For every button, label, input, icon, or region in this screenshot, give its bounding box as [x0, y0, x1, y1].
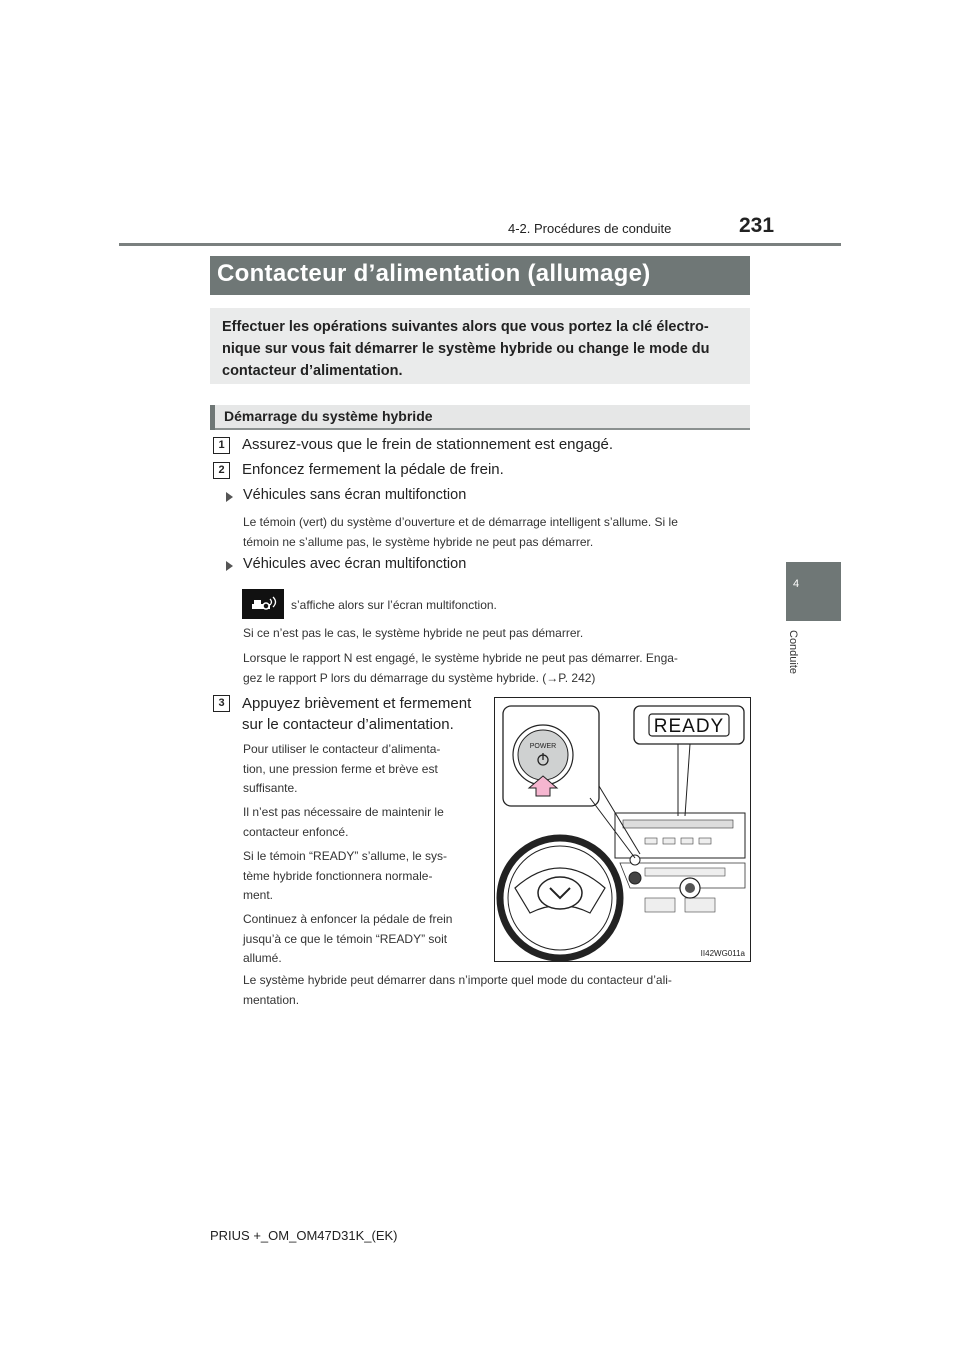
bullet-1-title: Véhicules sans écran multifonction	[243, 487, 467, 503]
bullet-triangle-icon	[226, 561, 233, 571]
intro-line: contacteur d’alimentation.	[222, 363, 403, 379]
text-line: sur le contacteur d’alimentation.	[242, 716, 454, 733]
subsection-accent	[210, 405, 215, 430]
chapter-tab	[786, 562, 841, 621]
text-line: Le système hybride peut démarrer dans n’importe quel mode du contacteur d’ali-	[243, 973, 672, 987]
text-line: Il n’est pas nécessaire de maintenir le	[243, 805, 444, 819]
text-line: Continuez à enfoncer la pédale de frein	[243, 912, 453, 926]
text-line: Le témoin (vert) du système d’ouverture et de démarrage intelligent s’allume. Si le	[243, 515, 678, 529]
subsection-title: Démarrage du système hybride	[224, 408, 433, 424]
page-number: 231	[739, 214, 775, 237]
text-line: tion, une pression ferme et brève est	[243, 761, 438, 776]
text-line: allumé.	[243, 951, 282, 965]
text-line: tème hybride fonctionnera normale-	[243, 868, 433, 883]
text-line: gez le rapport P lors du démarrage du système hybride. (→P. 242)	[243, 671, 596, 685]
chapter-label: Conduite	[787, 630, 799, 675]
step-2-text: Enfoncez fermement la pédale de frein.	[242, 461, 504, 478]
intro-line: nique sur vous fait démarrer le système hybride ou change le mode du	[222, 341, 710, 357]
ready-indicator-icon	[242, 589, 284, 619]
page-title: Contacteur d’alimentation (allumage)	[217, 260, 651, 287]
final-paragraph	[243, 970, 748, 1010]
header-divider	[119, 243, 841, 246]
illustration-code: II42WG011a	[700, 949, 745, 958]
step-1-text: Assurez-vous que le frein de stationnement est engagé.	[242, 436, 614, 453]
bullet-2-text-2	[243, 648, 748, 688]
text-line: témoin ne s’allume pas, le système hybride ne peut pas démarrer.	[243, 535, 594, 549]
dashboard-illustration	[494, 697, 751, 962]
intro-text	[222, 316, 742, 382]
text-line: Lorsque le rapport N est engagé, le système hybride ne peut pas démarrer. Enga-	[243, 651, 678, 665]
dashboard-drawing	[495, 698, 750, 961]
text-line: mentation.	[243, 993, 300, 1007]
bullet-1-text	[243, 512, 748, 552]
ready-label: READY	[653, 716, 725, 737]
text-line: jusqu’à ce que le témoin “READY” soit	[243, 931, 448, 946]
step-3-paragraph-2	[243, 803, 480, 842]
bullet-2-text-1: Si ce n’est pas le cas, le système hybride ne peut pas démarrer.	[243, 626, 584, 640]
step-number-3: 3	[213, 695, 230, 712]
step-number-2: 2	[213, 462, 230, 479]
text-line: Si le témoin “READY” s’allume, le sys-	[243, 849, 448, 863]
icon-caption: s’affiche alors sur l’écran multifonction.	[291, 598, 497, 612]
header-section: 4-2. Procédures de conduite	[508, 221, 672, 236]
text-line: suffisante.	[243, 781, 298, 795]
bullet-2-title: Véhicules avec écran multifonction	[243, 556, 467, 572]
step-3-paragraph-3	[243, 847, 480, 906]
bullet-triangle-icon	[226, 492, 233, 502]
text-line: Pour utiliser le contacteur d’alimenta-	[243, 742, 441, 756]
chapter-number: 4	[792, 578, 800, 590]
text-line: contacteur enfoncé.	[243, 824, 349, 839]
text-line: Appuyez brièvement et fermement	[242, 695, 472, 712]
text-line: ment.	[243, 888, 274, 902]
footer-model-code: PRIUS +_OM_OM47D31K_(EK)	[210, 1228, 398, 1243]
intro-line: Effectuer les opérations suivantes alors que vous portez la clé électro-	[222, 319, 709, 335]
power-button-label: POWER	[529, 743, 557, 750]
step-3-paragraph-4	[243, 910, 480, 969]
step-3-text	[242, 693, 482, 735]
step-3-paragraph-1	[243, 740, 480, 799]
step-number-1: 1	[213, 437, 230, 454]
